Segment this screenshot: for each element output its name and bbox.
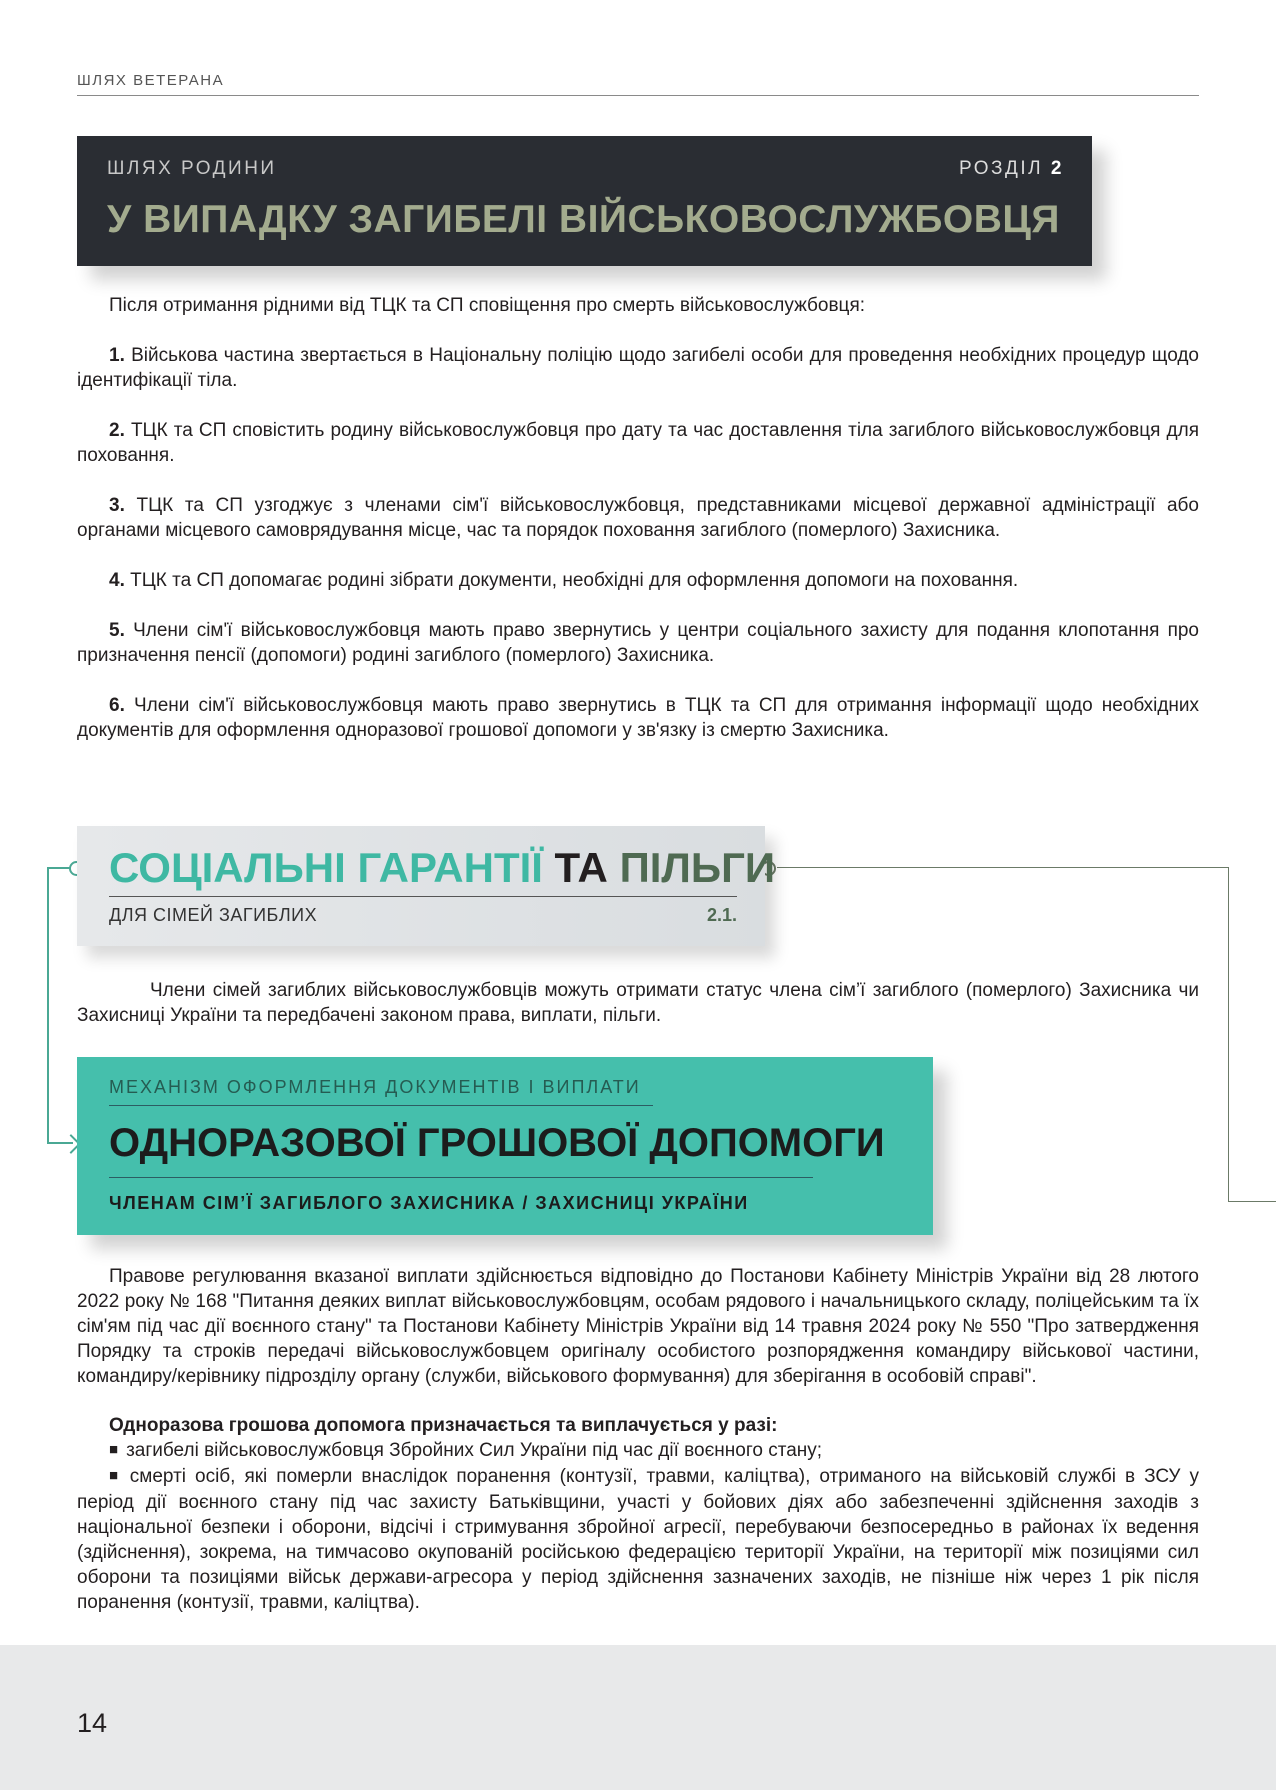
bullet-icon: ■	[109, 1467, 122, 1484]
connector-left-vertical	[47, 867, 49, 1144]
section-number	[959, 158, 1064, 180]
section-banner	[77, 136, 1092, 266]
page-footer	[0, 1645, 1276, 1790]
steps-block	[77, 293, 1199, 743]
step-1: 1. Військова частина звертається в Національну поліцію щодо загибелі особи для проведення необхідних процедур щодо ідентифікації тіла.	[77, 345, 1200, 391]
regulation-block	[77, 1264, 1199, 1615]
subsection-number: 2.1.	[706, 905, 737, 925]
step-2: 2. ТЦК та СП сповістить родину військовослужбовця про дату та час доставлення тіла загиблого військовослужбовця для поховання.	[77, 420, 1199, 466]
connector-right-vertical	[1228, 867, 1229, 1202]
mechanism-banner	[77, 1057, 933, 1235]
connector-left-top	[47, 867, 71, 869]
mechanism-kicker: МЕХАНІЗМ ОФОРМЛЕННЯ ДОКУМЕНТІВ І ВИПЛАТИ	[109, 1077, 641, 1097]
mechanism-title: ОДНОРАЗОВОЇ ГРОШОВОЇ ДОПОМОГИ	[109, 1121, 885, 1165]
step-6: 6. Члени сім'ї військовослужбовця мають право звернутись в ТЦК та СП для отримання інформації щодо необхідних документів для оформлення одноразової грошової допомоги у зв'язку із смертю Захисника.	[77, 695, 1200, 741]
step-4: 4. ТЦК та СП допомагає родині зібрати документи, необхідні для оформлення допомоги на поховання.	[109, 570, 1019, 591]
connector-right-bottom	[1228, 1201, 1276, 1202]
mechanism-divider-bottom	[109, 1177, 813, 1178]
mechanism-subtitle: ЧЛЕНАМ СІМ’Ї ЗАГИБЛОГО ЗАХИСНИКА / ЗАХИСНИЦІ УКРАЇНИ	[109, 1193, 749, 1213]
connector-right-top	[777, 867, 1229, 868]
header-divider	[77, 95, 1199, 96]
section-title: У ВИПАДКУ ЗАГИБЕЛІ ВІЙСЬКОВОСЛУЖБОВЦЯ	[107, 198, 1060, 241]
social-guarantees-divider	[109, 896, 737, 897]
social-paragraph-block	[77, 978, 1199, 1028]
section-kicker: ШЛЯХ РОДИНИ	[107, 158, 277, 179]
running-head: ШЛЯХ ВЕТЕРАНА	[77, 72, 225, 89]
list-item: ■ смерті осіб, які померли внаслідок поранення (контузії, травми, каліцтва), отриманого на військовій службі в ЗСУ у період дії воєнного стану під час захисту Батьківщини, участі у бойових діях або забезпеченні здійснення заходів з національної безпеки і оборони, відсічі і стримування збройної агресії, перебуваючи безпосередньо в районах їх ведення (здійснення), зокрема, на тимчасово окупованій російською федерацією території України, на території між позиціями сил оборони та позиціями військ держави-агресора у період здійснення зазначених заходів, не пізніше ніж через 1 рік після поранення (контузії, травми, каліцтва).	[77, 1466, 1199, 1613]
social-guarantees-title: СОЦІАЛЬНІ ГАРАНТІЇ ТА ПІЛЬГИ	[109, 844, 776, 891]
social-guarantees-subtitle: ДЛЯ СІМЕЙ ЗАГИБЛИХ	[109, 905, 318, 925]
section-label: РОЗДІЛ	[959, 158, 1044, 179]
section-number-value: 2	[1050, 158, 1064, 179]
step-3: 3. ТЦК та СП узгоджує з членами сім'ї військовослужбовця, представниками місцевої державної адміністрації або органами місцевого самоврядування місце, час та порядок поховання загиблого (померлого) Захисника.	[77, 495, 1199, 541]
step-5: 5. Члени сім'ї військовослужбовця мають право звернутись у центри соціального захисту для подання клопотання про призначення пенсії (допомоги) родині загиблого (померлого) Захисника.	[77, 620, 1200, 666]
intro-paragraph: Після отримання рідними від ТЦК та СП сповіщення про смерть військовослужбовця:	[109, 295, 866, 316]
social-paragraph: Члени сімей загиблих військовослужбовців можуть отримати статус члена сім’ї загиблого (померлого) Захисника чи Захисниці України та передбачені законом права, виплати, пільги.	[77, 980, 1199, 1026]
regulation-paragraph: Правове регулювання вказаної виплати здійснюється відповідно до Постанови Кабінету Міністрів України від 28 лютого 2022 року № 168 "Питання деяких виплат військовослужбовцям, особам рядового і начальницького складу, поліцейським та їх сім'ям під час дії воєнного стану" та Постанови Кабінету Міністрів України від 14 травня 2024 року № 550 "Про затвердження Порядку та строків передачі військовослужбовцем оригіналу особистого розпорядження командиру військової частини, командиру/керівнику підрозділу органу (служби, військового формування) для зберігання в особовій справі".	[77, 1266, 1199, 1387]
social-guarantees-header	[77, 826, 776, 946]
mechanism-divider-top	[109, 1105, 653, 1106]
payment-heading: Одноразова грошова допомога призначається та виплачується у разі:	[109, 1415, 778, 1436]
payment-conditions	[77, 1413, 1199, 1615]
page-number: 14	[77, 1708, 108, 1738]
list-item: ■ загибелі військовослужбовця Збройних Сил України під час дії воєнного стану;	[109, 1440, 823, 1461]
bullet-icon: ■	[109, 1441, 119, 1458]
